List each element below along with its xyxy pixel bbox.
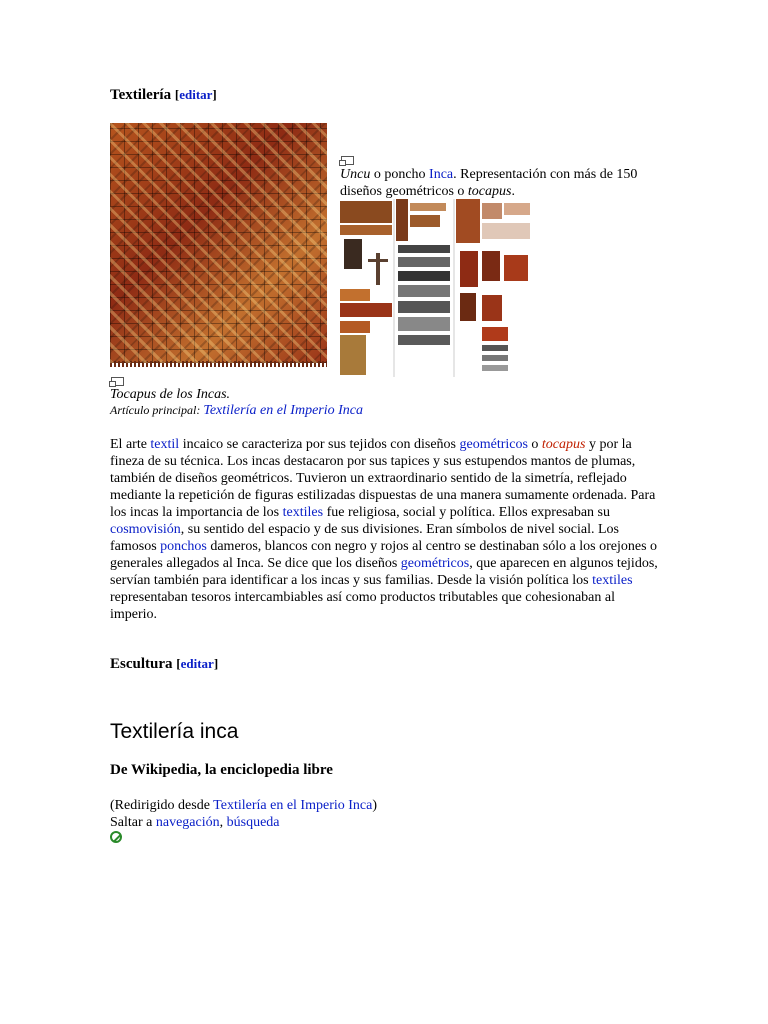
para-text: o [527,437,542,452]
caption-italic: tocapus [467,184,512,199]
section-title: Escultura [110,656,173,672]
redirect-text: (Redirigido desde [110,798,214,813]
tocapus-collage-image[interactable] [340,199,533,377]
inca-link[interactable]: Inca [429,167,454,182]
caption-text: . [511,184,515,199]
redirect-line [110,797,377,814]
jump-line [110,814,377,831]
para-text: , su sentido del espacio y de sus divisiones. Eran símbolos de nivel social. Los famosos [110,522,619,554]
unku-textile-image[interactable] [110,123,327,363]
main-article-note [110,403,363,419]
figure-caption-tocapus [110,386,230,403]
textiles-link[interactable]: textiles [282,505,324,520]
search-link[interactable]: búsqueda [226,815,280,830]
page-title: Textilería inca [110,720,239,743]
caption-text: . Representación con más de 150 diseños geométricos o [340,167,638,199]
para-text: representaban tesoros intercambiables así como productos tributables que cohesionaban al imperio. [110,590,615,622]
page-subtitle: De Wikipedia, la enciclopedia libre [110,762,333,778]
jump-text: , [219,815,227,830]
para-text: , que aparecen en algunos tejidos, servían también para identificar a los incas y sus familias. Desde la visión política los [110,556,658,588]
caption-text: o poncho [370,167,430,182]
edit-link[interactable]: editar [179,87,213,102]
section-heading-escultura: Escultura [editar] [110,656,219,672]
caption-italic: Uncu [340,167,371,182]
tocapus-link[interactable]: tocapus [541,437,586,452]
cosmovision-link[interactable]: cosmovisión [110,522,181,537]
ponchos-link[interactable]: ponchos [160,539,207,554]
enlarge-icon[interactable] [341,156,354,165]
textil-link[interactable]: textil [150,437,180,452]
textiles-link[interactable]: textiles [592,573,633,588]
para-text: El arte [110,437,151,452]
geometricos-link[interactable]: geométricos [459,437,528,452]
para-text: fue religiosa, social y política. Ellos expresaban su [323,505,610,520]
main-article-link[interactable]: Textilería en el Imperio Inca [203,403,363,418]
edit-link[interactable]: editar [180,656,214,671]
jump-text: Saltar a [110,815,156,830]
para-text: dameros, blancos con negro y rojos al centro se destinaban sólo a los orejones o generales allegados al Inca. Se dice que los diseños [110,539,658,571]
redirect-link[interactable]: Textilería en el Imperio Inca [213,798,373,813]
redirect-text: ) [372,798,378,813]
body-paragraph [110,436,658,623]
section-title: Textilería [110,87,172,103]
para-text: y por la fineza de su técnica. Los incas destacaron por sus tapices y sus estupendos mantos de plumas, también de diseños geométricos. Tuvieron un extraordinario sentido de la simetría, reflejado mediante la repetición de figuras estilizadas dispuestas de una manera sumamente ordenada. Para los incas la importancia de los [110,437,656,520]
section-heading-textileria: Textilería [editar] [110,87,217,103]
redirect-note [110,797,377,831]
figure-caption-unku [340,166,660,200]
good-article-icon [110,831,122,843]
enlarge-icon[interactable] [111,377,124,386]
navigation-link[interactable]: navegación [155,815,220,830]
para-text: incaico se caracteriza por sus tejidos con diseños [179,437,460,452]
main-article-label: Artículo principal: [110,403,204,417]
geometricos-link[interactable]: geométricos [400,556,470,571]
caption-italic: Tocapus de los Incas. [110,387,231,402]
